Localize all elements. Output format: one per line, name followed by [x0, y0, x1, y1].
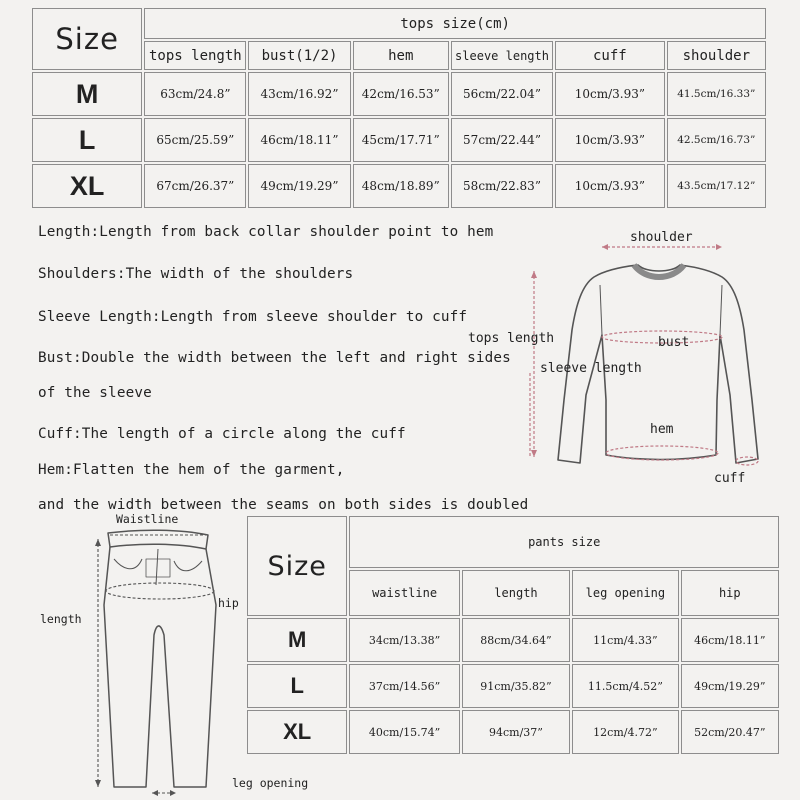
table-cell: 10cm/3.93”	[555, 164, 665, 208]
table-cell: 45cm/17.71”	[353, 118, 449, 162]
table-row	[32, 72, 766, 116]
pants-label-length: length	[40, 612, 82, 626]
table-cell: 49cm/19.29”	[248, 164, 350, 208]
table-cell: 56cm/22.04”	[451, 72, 553, 116]
table-cell: 63cm/24.8”	[144, 72, 246, 116]
table-cell: 91cm/35.82”	[462, 664, 570, 708]
tops-group-header: tops size(cm)	[144, 8, 766, 39]
table-row	[32, 164, 766, 208]
pants-measure-lines	[98, 535, 214, 793]
table-cell: 94cm/37”	[462, 710, 570, 754]
table-cell: 40cm/15.74”	[349, 710, 459, 754]
table-cell: 48cm/18.89”	[353, 164, 449, 208]
pants-group-header: pants size	[349, 516, 779, 568]
col-hip: hip	[681, 570, 779, 616]
definition-bust-continued: of the sleeve	[38, 385, 152, 401]
pants-outline	[104, 530, 216, 787]
col-length: length	[462, 570, 570, 616]
table-cell: 10cm/3.93”	[555, 72, 665, 116]
shirt-diagram	[520, 225, 770, 495]
table-cell: 43.5cm/17.12”	[667, 164, 766, 208]
table-cell: 49cm/19.29”	[681, 664, 779, 708]
pants-size-header: Size	[247, 516, 347, 616]
table-row	[247, 664, 779, 708]
shirt-label-hem: hem	[650, 422, 674, 437]
table-cell: 46cm/18.11”	[681, 618, 779, 662]
table-cell: 43cm/16.92”	[248, 72, 350, 116]
table-cell: 58cm/22.83”	[451, 164, 553, 208]
table-cell: 10cm/3.93”	[555, 118, 665, 162]
table-cell: 42.5cm/16.73”	[667, 118, 766, 162]
shirt-label-bust: bust	[658, 335, 690, 350]
table-cell: 88cm/34.64”	[462, 618, 570, 662]
definition-length: Length:Length from back collar shoulder point to hem	[38, 224, 494, 240]
table-cell: 52cm/20.47”	[681, 710, 779, 754]
col-bust: bust(1/2)	[248, 41, 350, 70]
col-tops-length: tops length	[144, 41, 246, 70]
table-cell: 34cm/13.38”	[349, 618, 459, 662]
tops-size-table	[30, 6, 768, 210]
definition-hem: Hem:Flatten the hem of the garment,	[38, 462, 345, 478]
shirt-label-sleeve-length: sleeve length	[540, 361, 642, 376]
table-cell: 12cm/4.72”	[572, 710, 678, 754]
table-cell: 41.5cm/16.33”	[667, 72, 766, 116]
definition-sleeve-length: Sleeve Length:Length from sleeve shoulder to cuff	[38, 309, 468, 325]
shirt-label-cuff: cuff	[714, 471, 746, 486]
pants-diagram	[80, 525, 240, 797]
shirt-label-tops-length: tops length	[468, 331, 555, 346]
table-row	[247, 618, 779, 662]
table-cell: 67cm/26.37”	[144, 164, 246, 208]
size-label: L	[247, 664, 347, 708]
pants-label-hip: hip	[218, 596, 239, 610]
size-label: L	[32, 118, 142, 162]
table-cell: 46cm/18.11”	[248, 118, 350, 162]
col-waistline: waistline	[349, 570, 459, 616]
col-cuff: cuff	[555, 41, 665, 70]
pants-size-table	[245, 514, 781, 756]
definition-bust: Bust:Double the width between the left and right sides	[38, 350, 511, 366]
shirt-label-shoulder: shoulder	[630, 230, 693, 245]
pants-label-waistline: Waistline	[116, 512, 179, 526]
shirt-arrow-heads	[531, 244, 722, 457]
tops-size-header: Size	[32, 8, 142, 70]
table-cell: 11cm/4.33”	[572, 618, 678, 662]
col-hem: hem	[353, 41, 449, 70]
col-shoulder: shoulder	[667, 41, 766, 70]
size-label: XL	[247, 710, 347, 754]
definition-cuff: Cuff:The length of a circle along the cuff	[38, 426, 406, 442]
pants-label-leg-opening: leg opening	[232, 776, 309, 790]
table-cell: 11.5cm/4.52”	[572, 664, 678, 708]
table-row	[247, 710, 779, 754]
definition-hem-continued: and the width between the seams on both sides is doubled	[38, 497, 529, 513]
size-label: M	[247, 618, 347, 662]
table-cell: 42cm/16.53”	[353, 72, 449, 116]
col-sleeve-length: sleeve length	[451, 41, 553, 70]
table-cell: 57cm/22.44”	[451, 118, 553, 162]
definition-shoulders: Shoulders:The width of the shoulders	[38, 266, 354, 282]
table-cell: 65cm/25.59”	[144, 118, 246, 162]
table-cell: 37cm/14.56”	[349, 664, 459, 708]
table-row	[32, 118, 766, 162]
size-label: M	[32, 72, 142, 116]
size-label: XL	[32, 164, 142, 208]
col-leg-opening: leg opening	[572, 570, 678, 616]
